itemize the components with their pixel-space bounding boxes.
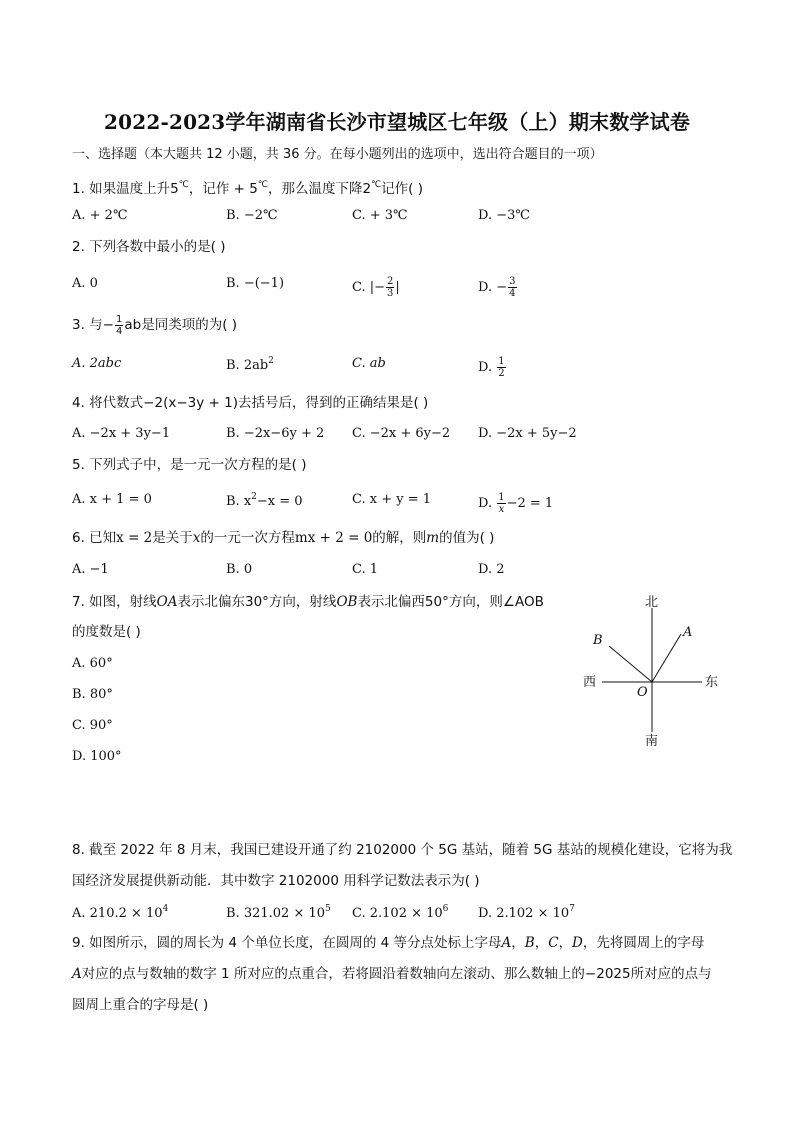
q7-text: 7. 如图，射线: [72, 594, 157, 610]
denominator: 2: [498, 368, 505, 379]
label-east: 东: [705, 675, 719, 690]
question-7-stem-line2: 的度数是( ): [72, 624, 141, 640]
option-b[interactable]: [226, 904, 331, 921]
option-a[interactable]: A. 0: [72, 276, 98, 291]
option-d-text: D. 2.102 × 10: [478, 906, 570, 921]
q1-text: 记作( ): [381, 181, 423, 197]
question-5-options: [72, 492, 732, 516]
option-c[interactable]: C. x + y = 1: [352, 492, 432, 507]
option-c-text: C. 2.102 × 10: [352, 906, 443, 921]
option-d[interactable]: [478, 492, 553, 515]
denominator: 4: [115, 325, 123, 337]
option-d-text: D.: [478, 496, 497, 511]
q6-math: mx + 2 = 0: [294, 530, 373, 546]
option-b[interactable]: [226, 492, 303, 509]
q7-math: OA: [156, 594, 178, 610]
fraction: [497, 356, 505, 379]
option-b[interactable]: [226, 356, 274, 373]
option-a[interactable]: A. −2x + 3y−1: [72, 426, 171, 441]
option-b-text: B. 2ab: [226, 358, 269, 373]
question-1-options: [72, 208, 732, 232]
question-4-options: [72, 426, 732, 450]
option-b-text: B. 321.02 × 10: [226, 906, 326, 921]
q1-text: 1. 如果温度上升5: [72, 181, 179, 197]
q3-text: ab是同类项的为( ): [124, 317, 238, 333]
q1-unit: ℃: [178, 180, 189, 190]
option-a[interactable]: A. −1: [72, 562, 109, 577]
option-d[interactable]: [478, 356, 507, 379]
option-d-text: D. −: [478, 280, 508, 295]
option-b[interactable]: B. −2x−6y + 2: [226, 426, 325, 441]
option-c-text: |: [395, 280, 400, 295]
label-west: 西: [583, 675, 597, 690]
question-2-stem: 2. 下列各数中最小的是( ): [72, 239, 226, 255]
numerator: 2: [387, 276, 394, 287]
q9-math: C: [548, 935, 559, 951]
option-b-text: −x = 0: [256, 494, 303, 509]
option-d-text: −2 = 1: [506, 496, 554, 511]
fraction: [497, 492, 505, 515]
option-b[interactable]: B. −(−1): [226, 276, 285, 291]
option-a[interactable]: A. 60°: [72, 656, 113, 671]
option-d-text: D.: [478, 360, 497, 375]
option-b[interactable]: B. −2℃: [226, 208, 278, 223]
question-9-stem-line2: [72, 959, 732, 990]
fraction: [508, 276, 516, 299]
question-4-stem: 4. 将代数式−2(x−3y + 1)去括号后，得到的正确结果是( ): [72, 395, 429, 411]
q6-text: 的值为( ): [439, 530, 495, 546]
q9-math: A: [501, 935, 512, 951]
question-8-stem-line2: 国经济发展提供新动能．其中数字 2102000 用科学记数法表示为( ): [72, 873, 480, 889]
option-a[interactable]: A. + 2℃: [72, 208, 128, 223]
exponent: 4: [162, 904, 169, 914]
question-3-stem: [72, 310, 732, 341]
question-8-options: [72, 904, 732, 928]
q1-text: ，那么温度下降2: [267, 181, 372, 197]
option-d[interactable]: D. 100°: [72, 749, 122, 764]
option-d[interactable]: D. −3℃: [478, 208, 530, 223]
question-7-stem: [72, 587, 567, 618]
label-south: 南: [645, 734, 659, 749]
numerator: 1: [498, 492, 505, 503]
q1-unit: ℃: [371, 180, 382, 190]
exponent: 6: [442, 904, 449, 914]
q6-text: 的一元一次方程: [200, 530, 295, 546]
q6-math: x: [192, 530, 201, 546]
compass-diagram: [575, 590, 735, 750]
section-heading: 一、选择题（本大题共 12 小题，共 36 分。在每小题列出的选项中，选出符合题目的一项）: [72, 147, 603, 162]
question-2-options: [72, 276, 732, 300]
question-6-stem: [72, 523, 732, 554]
denominator: 4: [509, 288, 516, 299]
option-c[interactable]: [352, 904, 448, 921]
option-b[interactable]: B. 80°: [72, 687, 113, 702]
denominator: x: [498, 504, 505, 515]
q9-text: 9. 如图所示，圆的周长为 4 个单位长度，在圆周的 4 等分点处标上字母: [72, 935, 502, 951]
option-c[interactable]: C. −2x + 6y−2: [352, 426, 451, 441]
label-north: 北: [645, 595, 659, 610]
q7-math: OB: [336, 594, 358, 610]
q9-math: A: [72, 966, 82, 982]
q6-text: 6. 已知: [72, 530, 117, 546]
numerator: 1: [115, 313, 123, 325]
q9-math: D: [572, 935, 583, 951]
denominator: 3: [387, 288, 394, 299]
ray-oa: [652, 634, 681, 682]
option-c[interactable]: C. 90°: [72, 718, 113, 733]
q6-math: x = 2: [116, 530, 153, 546]
option-a[interactable]: A. 2abc: [72, 356, 122, 371]
question-3-options: [72, 356, 732, 380]
option-d[interactable]: [478, 904, 575, 921]
label-o: O: [637, 685, 648, 700]
q7-text: 表示北偏东30°方向，射线: [177, 594, 337, 610]
question-8-stem-line1: 8. 截至 2022 年 8 月末，我国已建设开通了约 2102000 个 5G 基站，随着 5G 基站的规模化建设，它将为我: [72, 842, 733, 858]
q9-text: ，: [534, 935, 549, 951]
q9-text: 对应的点与数轴的数字 1 所对应的点重合，若将圆沿着数轴向左滚动、那么数轴上的−2025所对应的点与: [81, 966, 712, 982]
fraction: [386, 276, 394, 299]
q1-text: ，记作 + 5: [188, 181, 258, 197]
option-a[interactable]: [72, 904, 168, 921]
q6-text: 的解，则: [372, 530, 427, 546]
q3-text: 3. 与−: [72, 317, 114, 333]
q6-text: 是关于: [152, 530, 193, 546]
option-d[interactable]: [478, 276, 518, 299]
numerator: 1: [498, 356, 505, 367]
label-a: A: [683, 625, 693, 640]
question-1-stem: [72, 170, 732, 205]
q6-math: m: [426, 530, 440, 546]
option-b[interactable]: B. 0: [226, 562, 253, 577]
option-a[interactable]: A. x + 1 = 0: [72, 492, 152, 507]
option-d[interactable]: D. −2x + 5y−2: [478, 426, 577, 441]
q9-math: B: [524, 935, 535, 951]
question-5-stem: 5. 下列式子中，是一元一次方程的是( ): [72, 457, 307, 473]
exponent: 5: [325, 904, 331, 914]
option-a-text: A. 210.2 × 10: [72, 906, 163, 921]
option-b-text: B. x: [226, 494, 252, 509]
question-7-option-d: [72, 749, 732, 773]
question-6-options: [72, 562, 732, 586]
q9-text: ，: [511, 935, 525, 951]
option-c[interactable]: C. 1: [352, 562, 379, 577]
exponent: 2: [251, 492, 257, 502]
q1-unit: ℃: [257, 180, 268, 190]
exponent: 7: [569, 904, 575, 914]
exponent: 2: [268, 356, 274, 366]
exam-title: 2022-2023学年湖南省长沙市望城区七年级（上）期末数学试卷: [103, 110, 691, 134]
q7-text: 表示北偏西50°方向，则∠AOB: [357, 594, 544, 610]
option-d[interactable]: D. 2: [478, 562, 505, 577]
ray-ob: [609, 646, 652, 682]
q9-text: ，: [558, 935, 573, 951]
fraction: [115, 314, 123, 337]
question-9-stem-line3: 圆周上重合的字母是( ): [72, 997, 209, 1013]
option-c[interactable]: [352, 276, 400, 299]
option-c[interactable]: C. + 3℃: [352, 208, 408, 223]
question-9-stem-line1: [72, 928, 732, 959]
label-b: B: [593, 633, 603, 648]
option-c[interactable]: C. ab: [352, 356, 386, 371]
numerator: 3: [509, 276, 516, 287]
q9-text: ，先将圆周上的字母: [582, 935, 705, 951]
option-c-text: C. |−: [352, 280, 386, 295]
